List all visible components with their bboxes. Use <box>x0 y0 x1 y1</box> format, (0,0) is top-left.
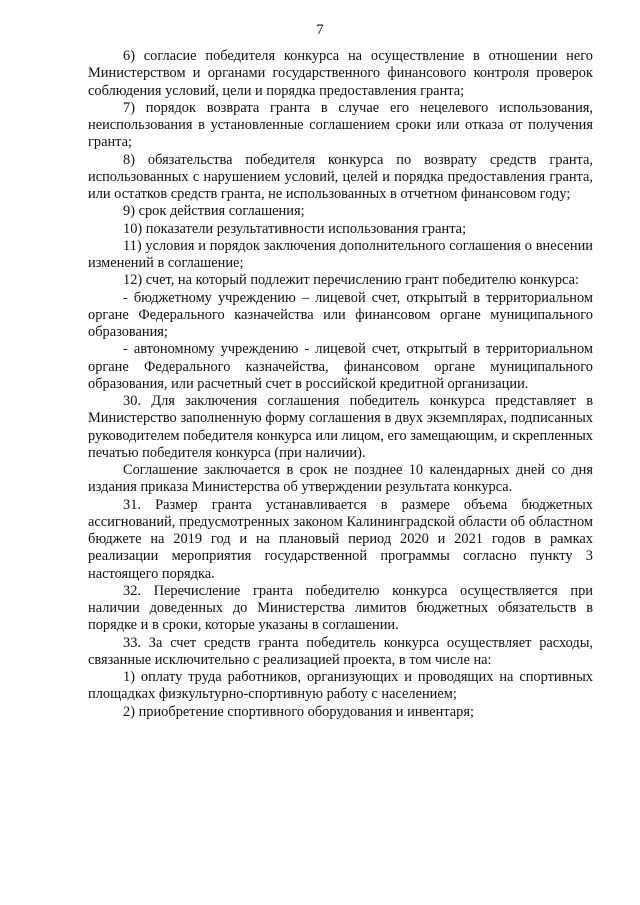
paragraph: 10) показатели результативности использования гранта; <box>123 220 467 237</box>
paragraph: 6) согласие победителя конкурса на осуществление в отношении него Министерством и органами государственного финансового контроля проверок соблюдения условий, цели и порядка предоставления гранта; <box>88 48 593 99</box>
paragraph: 2) приобретение спортивного оборудования и инвентаря; <box>123 703 474 720</box>
page-number: 7 <box>316 22 324 38</box>
paragraph: 12) счет, на который подлежит перечислению грант победителю конкурса: <box>123 272 579 289</box>
paragraph: 9) срок действия соглашения; <box>123 203 305 220</box>
paragraph: 30. Для заключения соглашения победитель конкурса представляет в Министерство заполненную форму соглашения в двух экземплярах, подписанных руководителем победителя конкурса или лицом, его замещающим, и скрепленных печатью победителя конкурса (при наличии). <box>88 393 593 461</box>
paragraph: 32. Перечисление гранта победителю конкурса осуществляется при наличии доведенных до Министерства лимитов бюджетных обязательств в порядке и в сроки, которые указаны в соглашении. <box>88 582 593 634</box>
paragraph: 8) обязательства победителя конкурса по возврату средств гранта, использованных с нарушением условий, целей и порядка предоставления гранта, или остатков средств гранта, не использованных в отчетном финансовом году; <box>88 151 593 202</box>
paragraph: 11) условия и порядок заключения дополнительного соглашения о внесении изменений в соглашение; <box>88 237 593 271</box>
paragraph: 1) оплату труда работников, организующих и проводящих на спортивных площадках физкультурно-спортивную работу с населением; <box>88 669 593 703</box>
paragraph: 31. Размер гранта устанавливается в размере объема бюджетных ассигнований, предусмотренных законом Калининградской области об областном бюджете на 2019 год и на плановый период 2020 и 2021 годов в рамках реализации мероприятия государственной программы согласно пункту 3 настоящего порядка. <box>88 496 593 582</box>
paragraph: Соглашение заключается в срок не позднее 10 календарных дней со дня издания приказа Министерства об утверждении результата конкурса. <box>88 462 593 496</box>
paragraph: 33. За счет средств гранта победитель конкурса осуществляет расходы, связанные исключительно с реализацией проекта, в том числе на: <box>88 634 593 668</box>
paragraph: 7) порядок возврата гранта в случае его нецелевого использования, неиспользования в установленные соглашением сроки или отказа от получения гранта; <box>88 99 593 151</box>
document-body <box>88 48 593 721</box>
list-item: - автономному учреждению - лицевой счет, открытый в территориальном органе Федерального казначейства, финансовом органе муниципального образования, или расчетный счет в российской кредитной организации. <box>88 341 593 392</box>
list-item: - бюджетному учреждению – лицевой счет, открытый в территориальном органе Федерального казначейства или финансовом органе муниципального образования; <box>88 289 593 340</box>
